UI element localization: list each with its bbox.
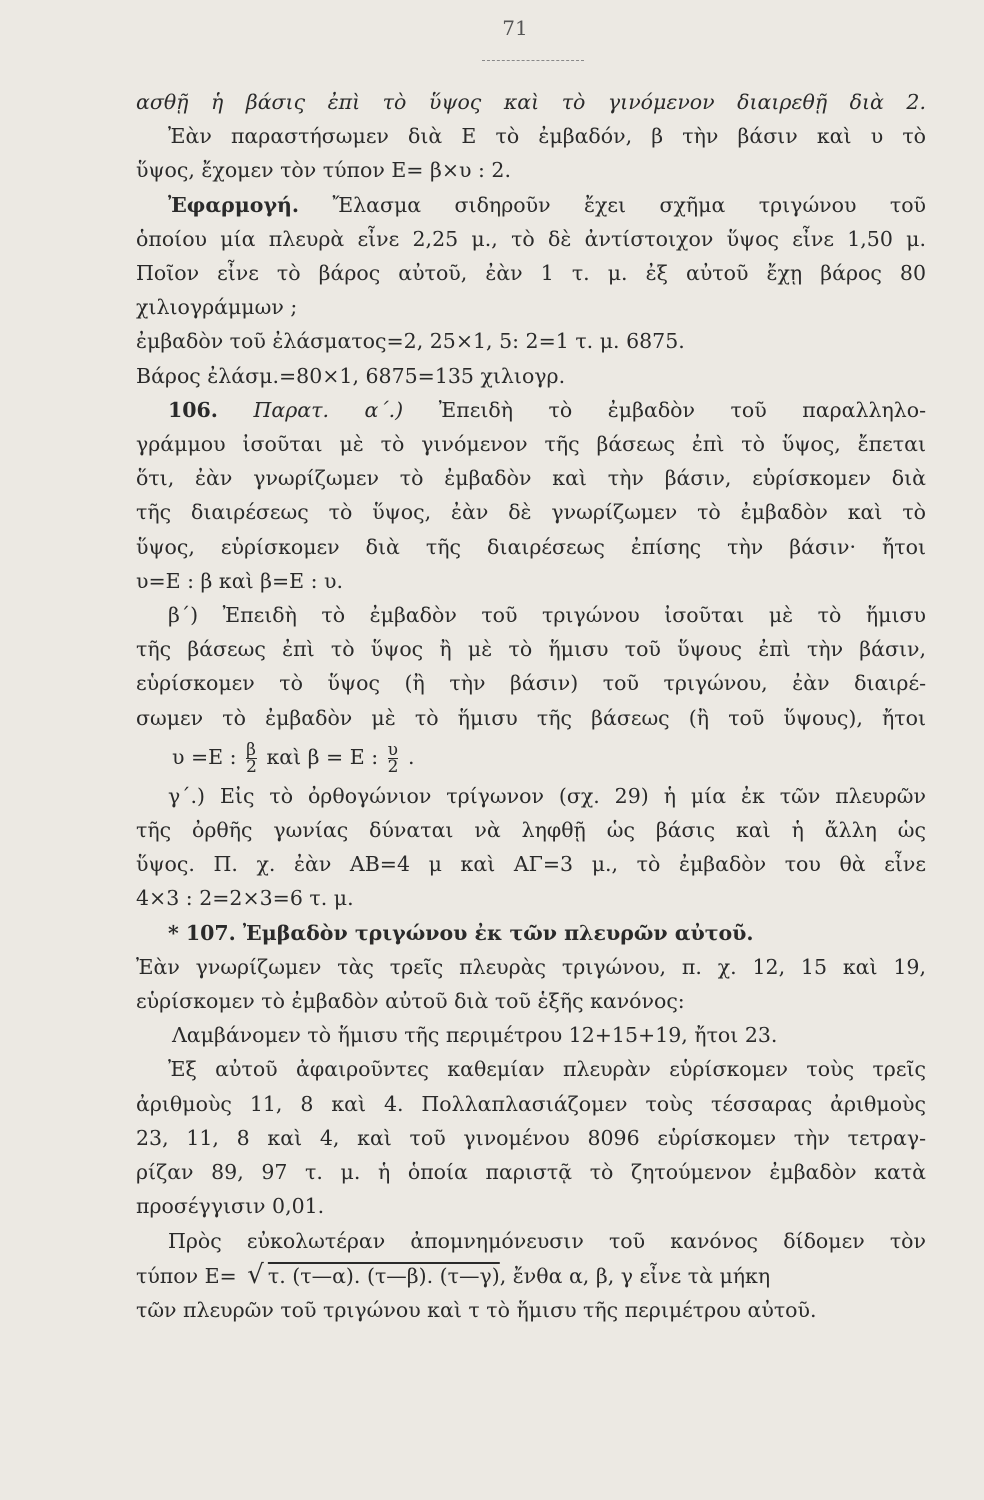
line-text: 4×3 : 2=2×3=6 τ. μ. [136,886,354,911]
text-line [136,1224,926,1258]
text-line [136,881,926,915]
line-text: εὑρίσκομεν τὸ ἐμβαδὸν αὐτοῦ διὰ τοῦ ἑξῆς κανόνος: [136,989,685,1014]
text-line [136,779,926,813]
line-text: σωμεν τὸ ἐμβαδὸν μὲ τὸ ἥμισυ τῆς βάσεως (ἢ τοῦ ὕψους), ἤτοι [136,705,926,730]
text-line [136,153,926,187]
line-text: τῆς ὀρθῆς γωνίας δύναται νὰ ληφθῇ ὡς βάσις καὶ ἡ ἄλλη ὡς [136,818,926,843]
line-text: Πρὸς εὐκολωτέραν ἀπομνημόνευσιν τοῦ κανόνος δίδομεν τὸν [168,1228,926,1253]
section-heading: * 107. Ἐμβαδὸν τριγώνου ἐκ τῶν πλευρῶν αὐτοῦ. [168,920,754,945]
formula-part: , ἔνθα α, β, γ εἶνε τὰ μήκη [499,1263,771,1288]
line-text: εὑρίσκομεν τὸ ὕψος (ἢ τὴν βάσιν) τοῦ τριγώνου, ἐὰν διαιρέ- [136,671,926,696]
line-text: Ποῖον εἶνε τὸ βάρος αὐτοῦ, ἐὰν 1 τ. μ. ἐξ αὐτοῦ ἔχῃ βάρος 80 [136,261,926,286]
line-text: Ἐξ αὐτοῦ ἀφαιροῦντες καθεμίαν πλευρὰν εὑρίσκομεν τοὺς τρεῖς [168,1057,926,1082]
line-text: Ἐὰν παραστήσωμεν διὰ Ε τὸ ἐμβαδόν, β τὴν βάσιν καὶ υ τὸ [168,124,926,149]
denominator: 2 [387,756,399,777]
text-line [136,1087,926,1121]
text-line [136,598,926,632]
text-line: τῶν πλευρῶν τοῦ τριγώνου καὶ τ τὸ ἥμισυ τῆς περιμέτρου αὐτοῦ. [136,1297,817,1322]
text-line [136,1189,926,1223]
line-text: 23, 11, 8 καὶ 4, καὶ τοῦ γινομένου 8096 εὑρίσκομεν τὴν τετραγ- [136,1125,926,1150]
text-line [136,85,926,119]
line-text: Λαμβάνομεν τὸ ἥμισυ τῆς περιμέτρου 12+15+19, ἤτοι 23. [172,1023,778,1048]
line-text: ὕψος. Π. χ. ἐὰν ΑΒ=4 μ καὶ ΑΓ=3 μ., τὸ ἐμβαδὸν του θὰ εἶνε [136,852,926,877]
text-line [136,984,926,1018]
text-line [136,530,926,564]
text-line [136,632,926,666]
text-line [136,427,926,461]
line-text: Ἐὰν γνωρίζωμεν τὰς τρεῖς πλευρὰς τριγώνου, π. χ. 12, 15 καὶ 19, [136,954,926,979]
denominator: 2 [246,756,257,777]
line-text: ὕψος, ἔχομεν τὸν τύπον Ε= β×υ : 2. [136,158,511,183]
line-text: ὁποίου μία πλευρὰ εἶνε 2,25 μ., τὸ δὲ ἀντίστοιχον ὕψος εἶνε 1,50 μ. [136,226,926,251]
text-line [136,256,926,290]
text-line [136,188,926,222]
formula-line [136,735,926,779]
line-text: τῆς διαιρέσεως τὸ ὕψος, ἐὰν δὲ γνωρίζωμεν τὸ ἐμβαδὸν καὶ τὸ [136,500,926,525]
text-line [136,666,926,700]
line-text: Ἐπειδὴ τὸ ἐμβαδὸν τοῦ παραλληλο- [403,397,926,422]
text-line [136,1155,926,1189]
formula-part: τύπον Ε= [136,1263,237,1288]
line-text: ρίζαν 89, 97 τ. μ. ἡ ὁποία παριστᾷ τὸ ζητούμενον ἐμβαδὸν κατὰ [136,1160,926,1185]
text-line [136,813,926,847]
line-text: Βάρος ἐλάσμ.=80×1, 6875=135 χιλιογρ. [136,363,566,388]
text-line [136,847,926,881]
body-text [136,85,926,1327]
line-text: ὅτι, ἐὰν γνωρίζωμεν τὸ ἐμβαδὸν καὶ τὴν βάσιν, εὑρίσκομεν διὰ [136,466,926,491]
text-line [136,1052,926,1086]
formula-part: υ =Ε : [172,744,237,769]
line-text: υ=Ε : β καὶ β=Ε : υ. [136,568,344,593]
text-line [136,950,926,984]
root-formula-line [136,1258,926,1293]
section-heading: Ἐφαρμογή. [168,192,300,217]
page-number: 71 [502,16,528,40]
paragraph-block-1 [136,85,926,735]
numerator: υ [387,739,398,760]
paragraph-block-2 [136,779,926,1258]
text-line [136,461,926,495]
text-line [136,1018,926,1052]
line-text: ἐμβαδὸν τοῦ ἐλάσματος=2, 25×1, 5: 2=1 τ. μ. 6875. [136,329,685,354]
line-text: προσέγγισιν 0,01. [136,1194,325,1219]
line-text: χιλιογράμμων ; [136,295,298,320]
line-text: γράμμου ἰσοῦται μὲ τὸ γινόμενον τῆς βάσεως ἐπὶ τὸ ὕψος, ἔπεται [136,432,926,457]
text-line [136,701,926,735]
line-text: γ΄.) Εἰς τὸ ὀρθογώνιον τρίγωνον (σχ. 29) ἡ μία ἐκ τῶν πλευρῶν [168,783,926,808]
line-text: ὕψος, εὑρίσκομεν διὰ τῆς διαιρέσεως ἐπίσης τὴν βάσιν· ἤτοι [136,534,926,559]
line-text: Ἔλασμα σιδηροῦν ἔχει σχῆμα τριγώνου τοῦ [299,192,926,217]
text-line [136,564,926,598]
section-heading: 106. [168,397,218,422]
header-rule [482,60,584,61]
line-text: τῆς βάσεως ἐπὶ τὸ ὕψος ἢ μὲ τὸ ἥμισυ τοῦ ὕψους ἐπὶ τὴν βάσιν, [136,637,926,662]
text-line [136,119,926,153]
text-line [136,1121,926,1155]
remark-label: Παρατ. α΄.) [217,397,404,422]
formula-part: . [408,744,415,769]
square-root-icon: √ [247,1259,264,1290]
line-text: ἀριθμοὺς 11, 8 καὶ 4. Πολλαπλασιάζομεν τοὺς τέσσαρας ἀριθμοὺς [136,1091,926,1116]
line-text: β΄) Ἐπειδὴ τὸ ἐμβαδὸν τοῦ τριγώνου ἰσοῦται μὲ τὸ ἥμισυ [168,603,926,628]
text-line [136,290,926,324]
text-line [136,495,926,529]
formula-part: καὶ β = Ε : [266,744,379,769]
text-line [136,916,926,950]
text-line [136,359,926,393]
fraction-beta-over-2 [246,739,257,777]
numerator: β [246,739,256,760]
text-line [136,393,926,427]
text-line [136,222,926,256]
text-line [136,324,926,358]
fraction-upsilon-over-2 [387,739,399,777]
line-text: ασθῇ ἡ βάσις ἐπὶ τὸ ὕψος καὶ τὸ γινόμενον διαιρεθῇ διὰ 2. [136,90,926,114]
radicand: τ. (τ—α). (τ—β). (τ—γ) [267,1263,500,1288]
